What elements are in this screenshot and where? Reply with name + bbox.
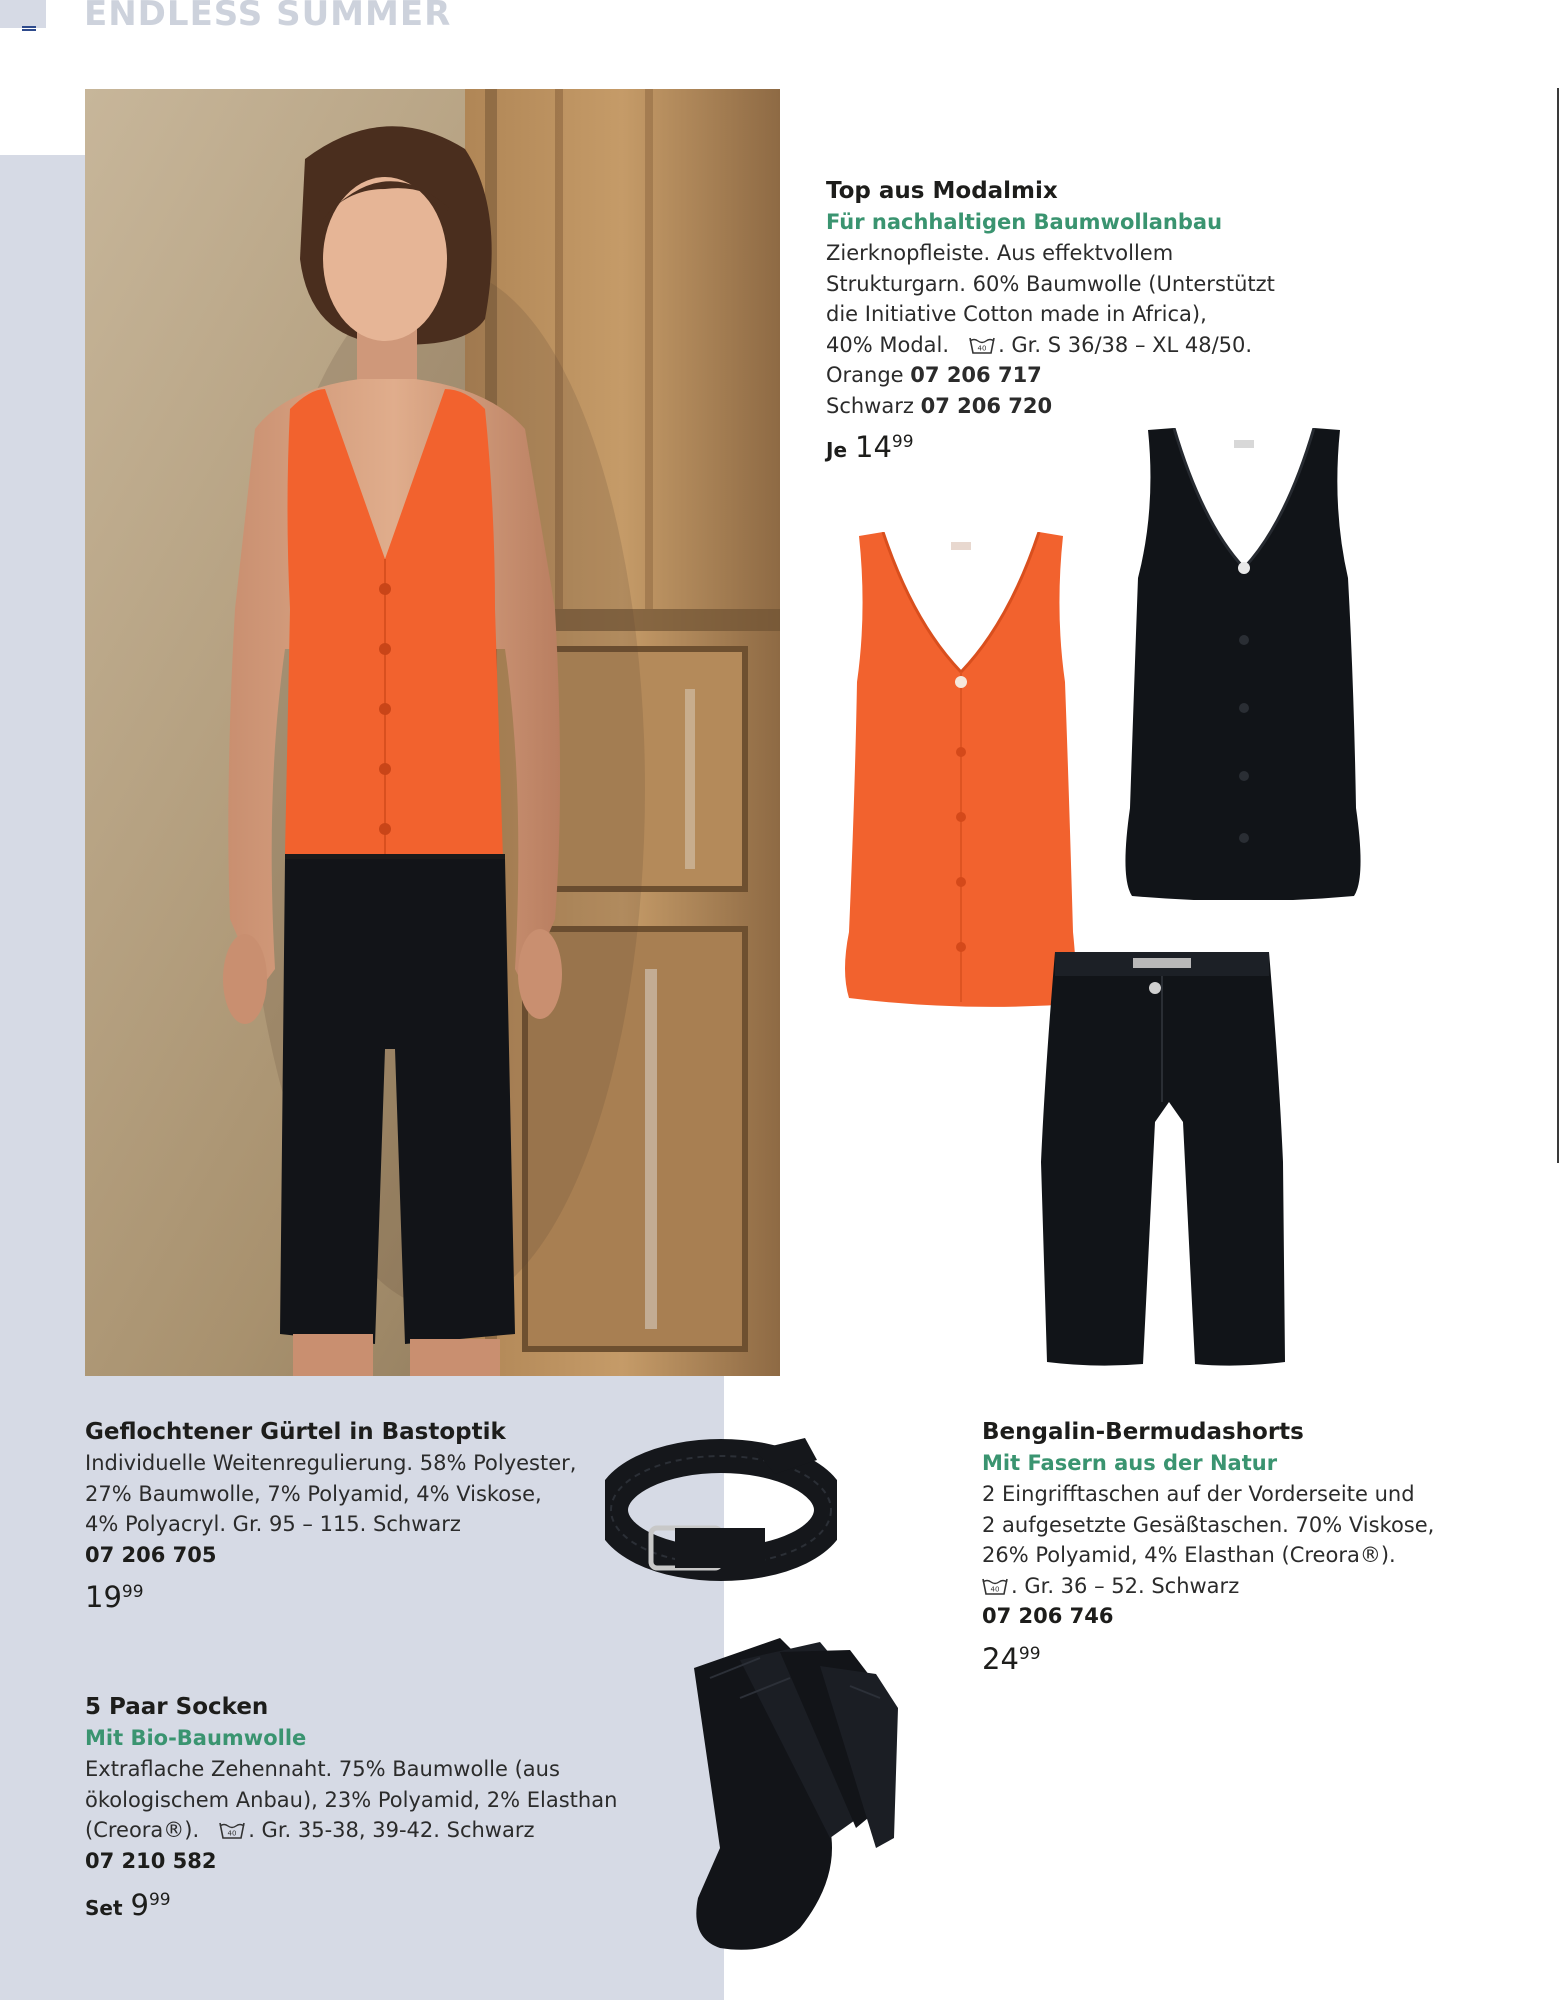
product-title: Top aus Modalmix <box>826 178 1058 204</box>
black-top-illustration <box>1122 428 1366 900</box>
product-title: Bengalin-Bermudashorts <box>982 1419 1304 1445</box>
price-prefix: Set <box>85 1896 123 1920</box>
braided-belt-image[interactable] <box>605 1430 837 1590</box>
price-cents: 99 <box>121 1582 144 1602</box>
page-tab-mark <box>22 26 36 31</box>
product-variant-black <box>826 391 1275 422</box>
price-prefix: Je <box>826 438 848 462</box>
product-description-line: 27% Baumwolle, 7% Polyamid, 4% Viskose, <box>85 1481 542 1506</box>
product-description-line <box>982 1571 1434 1602</box>
product-description-line: 26% Polyamid, 4% Elasthan (Creora®). <box>982 1543 1396 1567</box>
price-cents: 99 <box>148 1890 171 1910</box>
article-number: 07 210 582 <box>85 1848 217 1873</box>
product-description-line: 2 Eingrifftaschen auf der Vorderseite und <box>982 1482 1415 1506</box>
braided-belt-illustration <box>605 1430 837 1590</box>
product-subtitle: Mit Fasern aus der Natur <box>982 1451 1278 1475</box>
black-shorts-image[interactable] <box>1037 952 1287 1372</box>
wash-40-icon <box>219 1821 245 1840</box>
article-number: 07 206 720 <box>920 393 1053 418</box>
article-number: 07 206 717 <box>910 363 1042 387</box>
product-description-line <box>826 330 1275 361</box>
product-variant-orange <box>826 360 1275 391</box>
product-price <box>982 1636 1434 1677</box>
section-title: ENDLESS SUMMER <box>84 0 452 34</box>
model-photo[interactable] <box>85 89 780 1376</box>
page-tab <box>0 0 46 28</box>
product-description-segment: . Gr. 35-38, 39-42. Schwarz <box>248 1818 535 1842</box>
product-socks <box>85 1692 617 1926</box>
product-description-line: Extraflache Zehennaht. 75% Baumwolle (aus <box>85 1757 560 1781</box>
product-price <box>826 424 1275 468</box>
product-subtitle: Mit Bio-Baumwolle <box>85 1726 307 1750</box>
wash-temperature: 40 <box>227 1829 237 1838</box>
price-main: 19 <box>85 1580 122 1614</box>
price-cents: 99 <box>1018 1643 1041 1664</box>
product-top-modalmix <box>826 176 1275 468</box>
page-edge-line <box>1557 88 1559 1163</box>
product-description-line <box>85 1815 617 1846</box>
product-subtitle: Für nachhaltigen Baumwollanbau <box>826 210 1223 234</box>
product-description-line: die Initiative Cotton made in Africa), <box>826 302 1207 326</box>
black-shorts-illustration <box>1037 952 1287 1372</box>
product-bermudashorts <box>982 1417 1434 1677</box>
variant-color: Orange <box>826 363 904 387</box>
product-description-line: 2 aufgesetzte Gesäßtaschen. 70% Viskose, <box>982 1512 1435 1537</box>
orange-top-image[interactable] <box>843 532 1079 1008</box>
price-main: 9 <box>130 1888 149 1922</box>
product-title: 5 Paar Socken <box>85 1694 269 1720</box>
socks-image[interactable] <box>680 1638 902 1956</box>
product-description-line: 4% Polyacryl. Gr. 95 – 115. Schwarz <box>85 1512 461 1536</box>
product-belt <box>85 1417 576 1615</box>
wash-40-icon <box>982 1577 1008 1596</box>
price-main: 14 <box>855 430 892 464</box>
black-top-image[interactable] <box>1122 428 1366 900</box>
variant-color: Schwarz <box>826 393 914 418</box>
product-description-segment: 40% Modal. <box>826 332 950 357</box>
product-description-line: ökologischem Anbau), 23% Polyamid, 2% Elasthan <box>85 1787 618 1812</box>
product-price <box>85 1882 617 1926</box>
price-cents: 99 <box>891 432 914 452</box>
product-description-segment: . Gr. 36 – 52. Schwarz <box>1011 1573 1240 1598</box>
price-main: 24 <box>982 1641 1019 1676</box>
model-photo-illustration <box>85 89 780 1376</box>
article-number: 07 206 705 <box>85 1542 217 1567</box>
product-title: Geflochtener Gürtel in Bastoptik <box>85 1419 506 1445</box>
wash-40-icon <box>969 336 995 355</box>
product-description-segment: . Gr. S 36/38 – XL 48/50. <box>998 332 1253 357</box>
product-price <box>85 1574 576 1615</box>
wash-temperature: 40 <box>990 1585 1000 1593</box>
wash-temperature: 40 <box>977 344 987 352</box>
orange-top-illustration <box>843 532 1079 1008</box>
socks-illustration <box>680 1638 902 1956</box>
product-description-line: Zierknopfleiste. Aus effektvollem <box>826 241 1174 265</box>
product-description-segment: (Creora®). <box>85 1818 200 1842</box>
product-description-line: Individuelle Weitenregulierung. 58% Polyester, <box>85 1451 577 1475</box>
product-description-line: Strukturgarn. 60% Baumwolle (Unterstützt <box>826 271 1275 296</box>
article-number: 07 206 746 <box>982 1604 1114 1628</box>
